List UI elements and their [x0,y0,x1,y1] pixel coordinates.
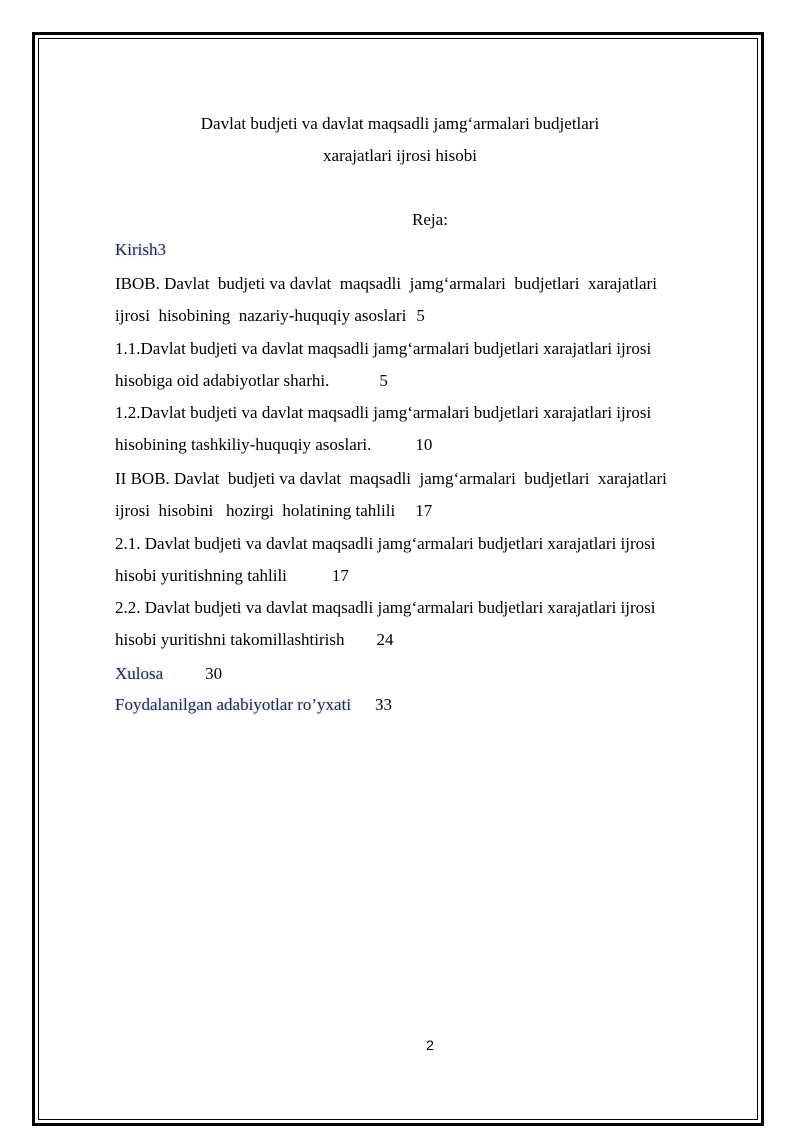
toc-entry-2-2-page: 24 [376,630,394,649]
toc-entry-2-2-line2 [115,630,394,650]
toc-entry-2-2-line1: 2.2. Davlat budjeti va davlat maqsadli jamg‘armalari budjetlari xarajatlari ijrosi [115,598,656,617]
toc-entry-bob1-text: ijrosi hisobining nazariy-huquqiy asoslari [115,306,407,325]
toc-entry-2-1-page: 17 [331,566,349,585]
toc-entry-bob1-page: 5 [416,306,425,325]
page-number: 2 [426,1037,434,1053]
toc-entry-2-1-line1: 2.1. Davlat budjeti va davlat maqsadli jamg‘armalari budjetlari xarajatlari ijrosi [115,534,656,553]
toc-entry-2-1-line2 [115,566,349,586]
toc-entry-xulosa[interactable] [115,664,222,684]
toc-entry-adabiyotlar-text: Foydalanilgan adabiyotlar ro’yxati [115,695,352,714]
toc-entry-xulosa-page: 30 [205,664,223,683]
toc-entry-kirish-text: Kirish [115,240,158,259]
toc-entry-1-1-line1: 1.1.Davlat budjeti va davlat maqsadli jamg‘armalari budjetlari xarajatlari ijrosi [115,339,652,358]
toc-entry-kirish-page: 3 [157,240,166,259]
toc-entry-2-2-text: hisobi yuritishni takomillashtirish [115,630,345,649]
toc-entry-1-2-line2 [115,435,432,455]
toc-entry-adabiyotlar[interactable] [115,695,392,715]
toc-entry-bob2-text: ijrosi hisobini hozirgi holatining tahlili [115,501,396,520]
toc-entry-bob2-line1: II BOB. Davlat budjeti va davlat maqsadli jamg‘armalari budjetlari xarajatlari [115,469,667,488]
document-title-line-2: xarajatlari ijrosi hisobi [323,146,477,165]
toc-entry-1-2-page: 10 [415,435,433,454]
toc-entry-bob2-line2 [115,501,432,521]
toc-entry-1-1-page: 5 [379,371,388,390]
document-title-line-1: Davlat budjeti va davlat maqsadli jamg‘armalari budjetlari [200,114,600,133]
toc-entry-bob1-line2 [115,306,425,326]
toc-entry-1-1-text: hisobiga oid adabiyotlar sharhi. [115,371,330,390]
toc-entry-1-1-line2 [115,371,388,391]
toc-entry-bob2-page: 17 [415,501,433,520]
toc-entry-1-2-text: hisobining tashkiliy-huquqiy asoslari. [115,435,372,454]
toc-entry-adabiyotlar-page: 33 [375,695,393,714]
plan-heading: Reja: [412,210,448,229]
toc-entry-2-1-text: hisobi yuritishning tahlili [115,566,287,585]
toc-entry-xulosa-text: Xulosa [115,664,164,683]
toc-entry-1-2-line1: 1.2.Davlat budjeti va davlat maqsadli jamg‘armalari budjetlari xarajatlari ijrosi [115,403,652,422]
toc-entry-bob1-line1: IBOB. Davlat budjeti va davlat maqsadli jamg‘armalari budjetlari xarajatlari [115,274,657,293]
toc-entry-kirish[interactable] [115,240,166,260]
